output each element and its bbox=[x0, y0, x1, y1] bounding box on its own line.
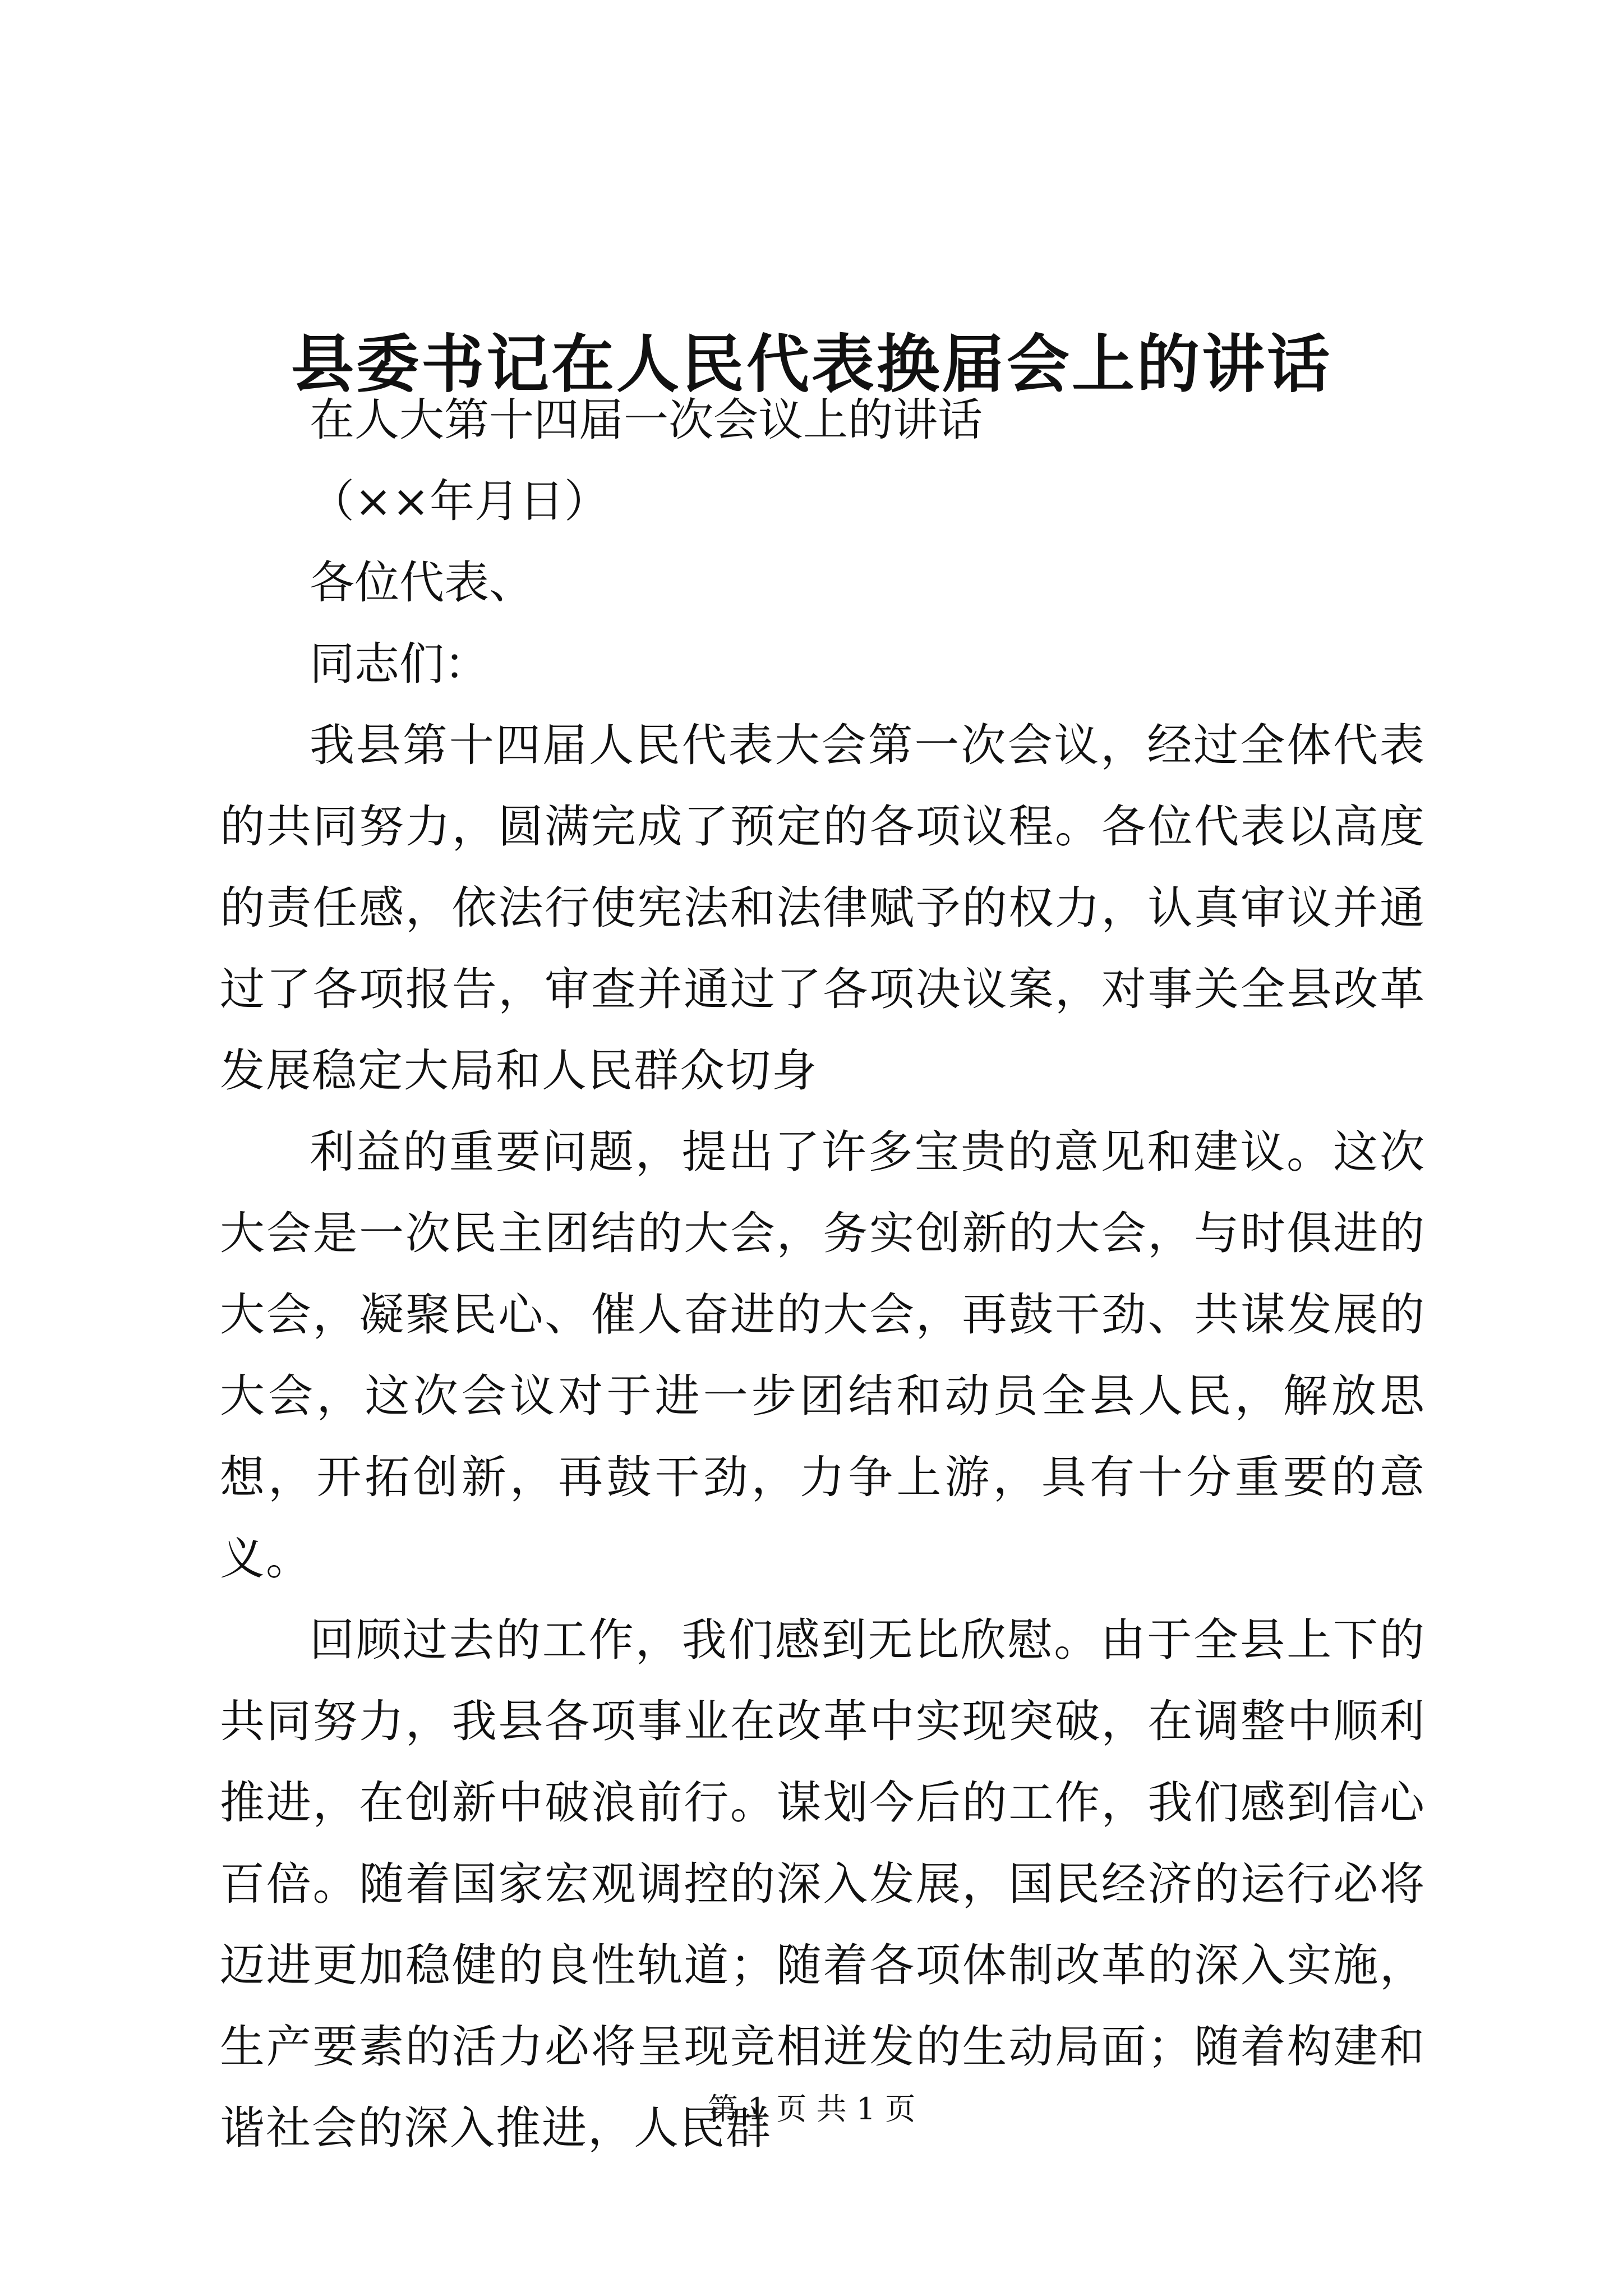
paragraph-1: 我县第十四届人民代表大会第一次会议，经过全体代表的共同努力，圆满完成了预定的各项议程。各位代表以高度的责任感，依法行使宪法和法律赋予的权力，认真审议并通过了各项报告，审查并通过了各项决议案，对事关全县改革发展稳定大局和人民群众切身 bbox=[220, 719, 1426, 1097]
paragraph-3: 回顾过去的工作，我们感到无比欣慰。由于全县上下的共同努力，我县各项事业在改革中实现突破，在调整中顺利推进，在创新中破浪前行。谋划今后的工作，我们感到信心百倍。随着国家宏观调控的深入发展，国民经济的运行必将迈进更加稳健的良性轨道；随着各项体制改革的深入实施，生产要素的活力必将呈现竞相迸发的生动局面；随着构建和谐社会的深入推进，人民群 bbox=[220, 1614, 1426, 2154]
date-line: （××年月日） bbox=[310, 475, 610, 527]
subtitle: 在人大第十四届一次会议上的讲话 bbox=[310, 394, 983, 446]
page-footer: 第 1 页 共 1 页 bbox=[707, 2091, 916, 2127]
document-body bbox=[220, 379, 1426, 2169]
salutation-delegates: 各位代表、 bbox=[310, 556, 534, 609]
salutation-comrades: 同志们： bbox=[310, 638, 489, 690]
paragraph-2: 利益的重要问题，提出了许多宝贵的意见和建议。这次大会是一次民主团结的大会，务实创新的大会，与时俱进的大会，凝聚民心、催人奋进的大会，再鼓干劲、共谋发展的大会，这次会议对于进一步团结和动员全县人民，解放思想，开拓创新，再鼓干劲，力争上游，具有十分重要的意义。 bbox=[220, 1126, 1426, 1585]
document-title: 县委书记在人民代表换届会上的讲话 bbox=[291, 328, 1332, 402]
